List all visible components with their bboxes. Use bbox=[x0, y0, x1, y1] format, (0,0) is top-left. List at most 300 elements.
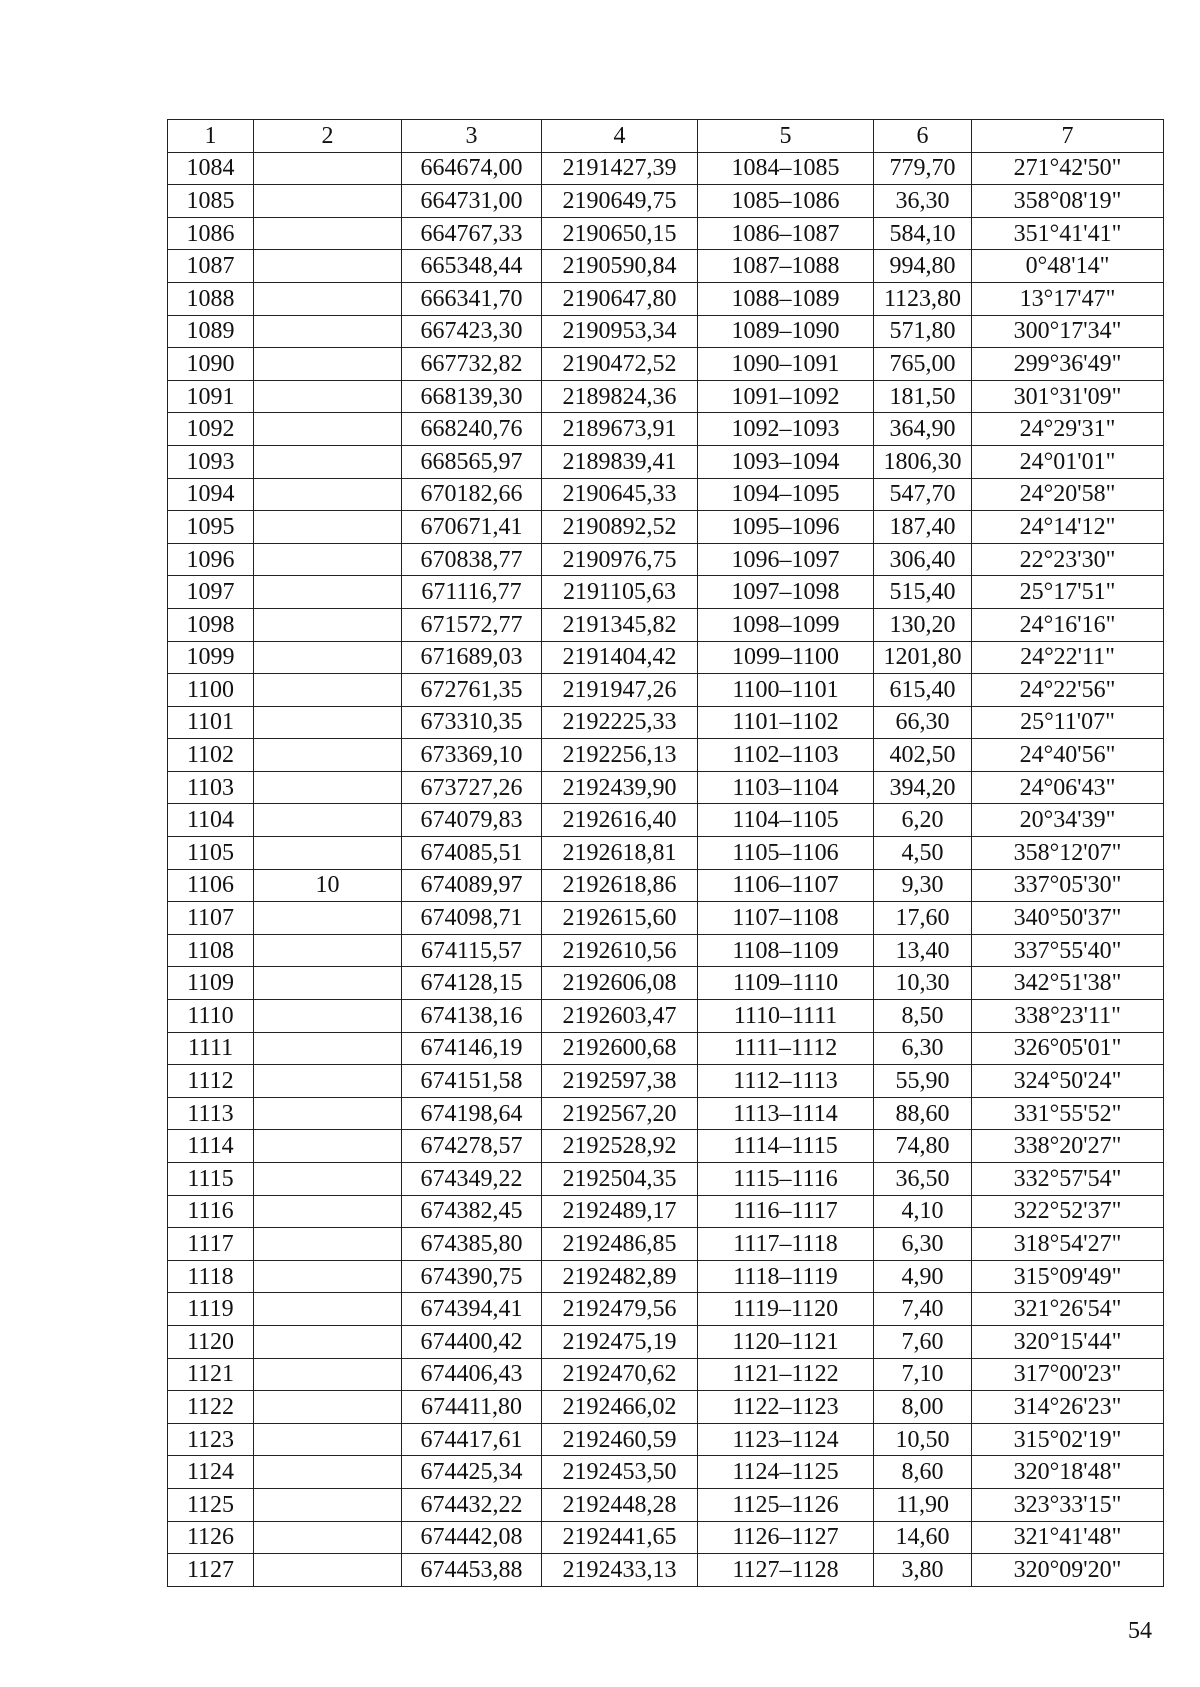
table-row bbox=[168, 250, 1164, 283]
column-header-5: 5 bbox=[698, 120, 874, 153]
cell-parcel-number bbox=[254, 348, 402, 381]
cell-distance: 584,10 bbox=[874, 217, 972, 250]
cell-direction-angle: 337°55'40" bbox=[972, 934, 1164, 967]
cell-distance: 8,00 bbox=[874, 1391, 972, 1424]
cell-segment: 1116–1117 bbox=[698, 1195, 874, 1228]
column-header-1: 1 bbox=[168, 120, 254, 153]
cell-segment: 1119–1120 bbox=[698, 1293, 874, 1326]
cell-point-number: 1116 bbox=[168, 1195, 254, 1228]
cell-distance: 8,60 bbox=[874, 1456, 972, 1489]
cell-y-coordinate: 2192439,90 bbox=[542, 771, 698, 804]
cell-x-coordinate: 674151,58 bbox=[402, 1065, 542, 1098]
cell-y-coordinate: 2192482,89 bbox=[542, 1260, 698, 1293]
cell-parcel-number bbox=[254, 413, 402, 446]
cell-direction-angle: 13°17'47" bbox=[972, 282, 1164, 315]
cell-x-coordinate: 674146,19 bbox=[402, 1032, 542, 1065]
cell-parcel-number bbox=[254, 1456, 402, 1489]
cell-x-coordinate: 667732,82 bbox=[402, 348, 542, 381]
cell-parcel-number bbox=[254, 315, 402, 348]
cell-distance: 13,40 bbox=[874, 934, 972, 967]
cell-y-coordinate: 2192441,65 bbox=[542, 1521, 698, 1554]
cell-x-coordinate: 674382,45 bbox=[402, 1195, 542, 1228]
cell-point-number: 1126 bbox=[168, 1521, 254, 1554]
cell-direction-angle: 317°00'23" bbox=[972, 1358, 1164, 1391]
cell-point-number: 1122 bbox=[168, 1391, 254, 1424]
cell-x-coordinate: 670182,66 bbox=[402, 478, 542, 511]
table-row bbox=[168, 1260, 1164, 1293]
cell-point-number: 1106 bbox=[168, 869, 254, 902]
column-header-7: 7 bbox=[972, 120, 1164, 153]
cell-segment: 1106–1107 bbox=[698, 869, 874, 902]
cell-direction-angle: 324°50'24" bbox=[972, 1065, 1164, 1098]
cell-parcel-number bbox=[254, 1163, 402, 1196]
cell-distance: 4,50 bbox=[874, 837, 972, 870]
cell-distance: 364,90 bbox=[874, 413, 972, 446]
cell-distance: 130,20 bbox=[874, 608, 972, 641]
cell-distance: 1123,80 bbox=[874, 282, 972, 315]
cell-point-number: 1084 bbox=[168, 152, 254, 185]
cell-y-coordinate: 2191105,63 bbox=[542, 576, 698, 609]
cell-distance: 11,90 bbox=[874, 1488, 972, 1521]
page-number: 54 bbox=[1128, 1618, 1152, 1644]
cell-y-coordinate: 2192603,47 bbox=[542, 1000, 698, 1033]
cell-parcel-number bbox=[254, 1032, 402, 1065]
cell-direction-angle: 25°11'07" bbox=[972, 706, 1164, 739]
cell-point-number: 1087 bbox=[168, 250, 254, 283]
column-header-6: 6 bbox=[874, 120, 972, 153]
cell-x-coordinate: 664674,00 bbox=[402, 152, 542, 185]
cell-segment: 1125–1126 bbox=[698, 1488, 874, 1521]
cell-x-coordinate: 674417,61 bbox=[402, 1423, 542, 1456]
cell-point-number: 1085 bbox=[168, 185, 254, 218]
table-row bbox=[168, 1000, 1164, 1033]
cell-y-coordinate: 2189824,36 bbox=[542, 380, 698, 413]
cell-point-number: 1089 bbox=[168, 315, 254, 348]
cell-distance: 4,90 bbox=[874, 1260, 972, 1293]
cell-distance: 306,40 bbox=[874, 543, 972, 576]
table-row bbox=[168, 967, 1164, 1000]
cell-direction-angle: 314°26'23" bbox=[972, 1391, 1164, 1424]
cell-x-coordinate: 674128,15 bbox=[402, 967, 542, 1000]
cell-direction-angle: 358°08'19" bbox=[972, 185, 1164, 218]
cell-point-number: 1124 bbox=[168, 1456, 254, 1489]
cell-segment: 1102–1103 bbox=[698, 739, 874, 772]
cell-direction-angle: 299°36'49" bbox=[972, 348, 1164, 381]
cell-direction-angle: 338°20'27" bbox=[972, 1130, 1164, 1163]
cell-direction-angle: 318°54'27" bbox=[972, 1228, 1164, 1261]
cell-x-coordinate: 674394,41 bbox=[402, 1293, 542, 1326]
cell-direction-angle: 24°29'31" bbox=[972, 413, 1164, 446]
cell-direction-angle: 321°26'54" bbox=[972, 1293, 1164, 1326]
cell-x-coordinate: 674098,71 bbox=[402, 902, 542, 935]
cell-segment: 1122–1123 bbox=[698, 1391, 874, 1424]
cell-y-coordinate: 2192618,86 bbox=[542, 869, 698, 902]
table-header-row bbox=[168, 120, 1164, 153]
cell-y-coordinate: 2192466,02 bbox=[542, 1391, 698, 1424]
table-row bbox=[168, 282, 1164, 315]
cell-direction-angle: 24°20'58" bbox=[972, 478, 1164, 511]
table-row bbox=[168, 1554, 1164, 1587]
cell-y-coordinate: 2190892,52 bbox=[542, 511, 698, 544]
cell-x-coordinate: 668139,30 bbox=[402, 380, 542, 413]
cell-parcel-number bbox=[254, 608, 402, 641]
cell-direction-angle: 351°41'41" bbox=[972, 217, 1164, 250]
cell-x-coordinate: 673369,10 bbox=[402, 739, 542, 772]
cell-segment: 1099–1100 bbox=[698, 641, 874, 674]
cell-y-coordinate: 2192597,38 bbox=[542, 1065, 698, 1098]
cell-distance: 3,80 bbox=[874, 1554, 972, 1587]
cell-distance: 14,60 bbox=[874, 1521, 972, 1554]
cell-y-coordinate: 2189839,41 bbox=[542, 445, 698, 478]
cell-y-coordinate: 2190647,80 bbox=[542, 282, 698, 315]
column-header-2: 2 bbox=[254, 120, 402, 153]
cell-segment: 1088–1089 bbox=[698, 282, 874, 315]
cell-segment: 1113–1114 bbox=[698, 1097, 874, 1130]
cell-x-coordinate: 667423,30 bbox=[402, 315, 542, 348]
cell-direction-angle: 315°09'49" bbox=[972, 1260, 1164, 1293]
cell-parcel-number bbox=[254, 380, 402, 413]
cell-segment: 1084–1085 bbox=[698, 152, 874, 185]
cell-parcel-number bbox=[254, 771, 402, 804]
cell-segment: 1104–1105 bbox=[698, 804, 874, 837]
cell-point-number: 1119 bbox=[168, 1293, 254, 1326]
cell-segment: 1107–1108 bbox=[698, 902, 874, 935]
table-row bbox=[168, 1065, 1164, 1098]
cell-direction-angle: 24°40'56" bbox=[972, 739, 1164, 772]
table-row bbox=[168, 1032, 1164, 1065]
cell-direction-angle: 320°18'48" bbox=[972, 1456, 1164, 1489]
cell-point-number: 1114 bbox=[168, 1130, 254, 1163]
cell-y-coordinate: 2190976,75 bbox=[542, 543, 698, 576]
cell-y-coordinate: 2189673,91 bbox=[542, 413, 698, 446]
cell-parcel-number bbox=[254, 185, 402, 218]
cell-y-coordinate: 2192433,13 bbox=[542, 1554, 698, 1587]
cell-point-number: 1091 bbox=[168, 380, 254, 413]
table-row bbox=[168, 902, 1164, 935]
cell-direction-angle: 24°06'43" bbox=[972, 771, 1164, 804]
cell-y-coordinate: 2191345,82 bbox=[542, 608, 698, 641]
cell-y-coordinate: 2191947,26 bbox=[542, 674, 698, 707]
cell-x-coordinate: 668240,76 bbox=[402, 413, 542, 446]
cell-point-number: 1086 bbox=[168, 217, 254, 250]
cell-segment: 1121–1122 bbox=[698, 1358, 874, 1391]
cell-parcel-number bbox=[254, 1065, 402, 1098]
cell-point-number: 1110 bbox=[168, 1000, 254, 1033]
cell-direction-angle: 24°14'12" bbox=[972, 511, 1164, 544]
cell-point-number: 1096 bbox=[168, 543, 254, 576]
cell-segment: 1101–1102 bbox=[698, 706, 874, 739]
cell-point-number: 1102 bbox=[168, 739, 254, 772]
table-row bbox=[168, 413, 1164, 446]
cell-direction-angle: 24°01'01" bbox=[972, 445, 1164, 478]
cell-distance: 779,70 bbox=[874, 152, 972, 185]
cell-distance: 615,40 bbox=[874, 674, 972, 707]
table-body bbox=[168, 152, 1164, 1586]
cell-parcel-number bbox=[254, 837, 402, 870]
cell-distance: 6,30 bbox=[874, 1228, 972, 1261]
cell-distance: 6,30 bbox=[874, 1032, 972, 1065]
cell-parcel-number bbox=[254, 1130, 402, 1163]
cell-parcel-number bbox=[254, 804, 402, 837]
cell-point-number: 1090 bbox=[168, 348, 254, 381]
table-row bbox=[168, 1423, 1164, 1456]
table-row bbox=[168, 1163, 1164, 1196]
cell-y-coordinate: 2192504,35 bbox=[542, 1163, 698, 1196]
cell-distance: 55,90 bbox=[874, 1065, 972, 1098]
cell-direction-angle: 321°41'48" bbox=[972, 1521, 1164, 1554]
cell-x-coordinate: 674442,08 bbox=[402, 1521, 542, 1554]
cell-y-coordinate: 2192225,33 bbox=[542, 706, 698, 739]
cell-y-coordinate: 2190650,15 bbox=[542, 217, 698, 250]
cell-point-number: 1099 bbox=[168, 641, 254, 674]
table-row bbox=[168, 674, 1164, 707]
cell-x-coordinate: 674198,64 bbox=[402, 1097, 542, 1130]
cell-direction-angle: 25°17'51" bbox=[972, 576, 1164, 609]
cell-parcel-number bbox=[254, 674, 402, 707]
cell-distance: 36,50 bbox=[874, 1163, 972, 1196]
table-row bbox=[168, 1228, 1164, 1261]
cell-direction-angle: 326°05'01" bbox=[972, 1032, 1164, 1065]
cell-x-coordinate: 674385,80 bbox=[402, 1228, 542, 1261]
cell-parcel-number bbox=[254, 478, 402, 511]
cell-segment: 1127–1128 bbox=[698, 1554, 874, 1587]
cell-direction-angle: 337°05'30" bbox=[972, 869, 1164, 902]
cell-x-coordinate: 673310,35 bbox=[402, 706, 542, 739]
cell-segment: 1126–1127 bbox=[698, 1521, 874, 1554]
cell-direction-angle: 24°22'56" bbox=[972, 674, 1164, 707]
cell-point-number: 1112 bbox=[168, 1065, 254, 1098]
cell-distance: 17,60 bbox=[874, 902, 972, 935]
cell-y-coordinate: 2192616,40 bbox=[542, 804, 698, 837]
cell-direction-angle: 320°09'20" bbox=[972, 1554, 1164, 1587]
cell-x-coordinate: 664767,33 bbox=[402, 217, 542, 250]
table-row bbox=[168, 934, 1164, 967]
table-row bbox=[168, 348, 1164, 381]
cell-segment: 1123–1124 bbox=[698, 1423, 874, 1456]
cell-segment: 1090–1091 bbox=[698, 348, 874, 381]
cell-point-number: 1104 bbox=[168, 804, 254, 837]
table-row bbox=[168, 1358, 1164, 1391]
cell-y-coordinate: 2192486,85 bbox=[542, 1228, 698, 1261]
cell-distance: 515,40 bbox=[874, 576, 972, 609]
cell-distance: 9,30 bbox=[874, 869, 972, 902]
table-row bbox=[168, 511, 1164, 544]
cell-y-coordinate: 2192567,20 bbox=[542, 1097, 698, 1130]
cell-segment: 1094–1095 bbox=[698, 478, 874, 511]
cell-parcel-number bbox=[254, 282, 402, 315]
cell-x-coordinate: 670671,41 bbox=[402, 511, 542, 544]
cell-y-coordinate: 2192528,92 bbox=[542, 1130, 698, 1163]
cell-parcel-number bbox=[254, 152, 402, 185]
cell-parcel-number bbox=[254, 543, 402, 576]
table-row bbox=[168, 771, 1164, 804]
table-row bbox=[168, 1097, 1164, 1130]
cell-parcel-number bbox=[254, 967, 402, 1000]
table-row bbox=[168, 380, 1164, 413]
cell-x-coordinate: 674400,42 bbox=[402, 1325, 542, 1358]
cell-parcel-number bbox=[254, 739, 402, 772]
cell-direction-angle: 24°16'16" bbox=[972, 608, 1164, 641]
cell-direction-angle: 315°02'19" bbox=[972, 1423, 1164, 1456]
cell-segment: 1105–1106 bbox=[698, 837, 874, 870]
table-row bbox=[168, 1293, 1164, 1326]
cell-segment: 1092–1093 bbox=[698, 413, 874, 446]
cell-direction-angle: 320°15'44" bbox=[972, 1325, 1164, 1358]
cell-point-number: 1092 bbox=[168, 413, 254, 446]
cell-x-coordinate: 674138,16 bbox=[402, 1000, 542, 1033]
table-row bbox=[168, 869, 1164, 902]
cell-segment: 1093–1094 bbox=[698, 445, 874, 478]
cell-y-coordinate: 2192618,81 bbox=[542, 837, 698, 870]
cell-y-coordinate: 2190590,84 bbox=[542, 250, 698, 283]
table-row bbox=[168, 1521, 1164, 1554]
table-row bbox=[168, 152, 1164, 185]
cell-y-coordinate: 2192475,19 bbox=[542, 1325, 698, 1358]
cell-segment: 1086–1087 bbox=[698, 217, 874, 250]
cell-segment: 1111–1112 bbox=[698, 1032, 874, 1065]
cell-point-number: 1125 bbox=[168, 1488, 254, 1521]
cell-distance: 1806,30 bbox=[874, 445, 972, 478]
cell-x-coordinate: 674085,51 bbox=[402, 837, 542, 870]
cell-direction-angle: 358°12'07" bbox=[972, 837, 1164, 870]
table-row bbox=[168, 445, 1164, 478]
table-row bbox=[168, 1488, 1164, 1521]
cell-point-number: 1097 bbox=[168, 576, 254, 609]
cell-parcel-number bbox=[254, 511, 402, 544]
cell-segment: 1085–1086 bbox=[698, 185, 874, 218]
cell-y-coordinate: 2192479,56 bbox=[542, 1293, 698, 1326]
cell-y-coordinate: 2192489,17 bbox=[542, 1195, 698, 1228]
table-row bbox=[168, 837, 1164, 870]
cell-parcel-number bbox=[254, 1423, 402, 1456]
cell-direction-angle: 301°31'09" bbox=[972, 380, 1164, 413]
cell-parcel-number bbox=[254, 902, 402, 935]
table-row bbox=[168, 185, 1164, 218]
cell-point-number: 1107 bbox=[168, 902, 254, 935]
cell-parcel-number: 10 bbox=[254, 869, 402, 902]
cell-point-number: 1103 bbox=[168, 771, 254, 804]
cell-distance: 74,80 bbox=[874, 1130, 972, 1163]
cell-y-coordinate: 2192606,08 bbox=[542, 967, 698, 1000]
cell-distance: 394,20 bbox=[874, 771, 972, 804]
cell-distance: 7,60 bbox=[874, 1325, 972, 1358]
cell-x-coordinate: 670838,77 bbox=[402, 543, 542, 576]
cell-x-coordinate: 672761,35 bbox=[402, 674, 542, 707]
cell-segment: 1100–1101 bbox=[698, 674, 874, 707]
cell-distance: 402,50 bbox=[874, 739, 972, 772]
cell-segment: 1109–1110 bbox=[698, 967, 874, 1000]
cell-x-coordinate: 674278,57 bbox=[402, 1130, 542, 1163]
cell-segment: 1089–1090 bbox=[698, 315, 874, 348]
cell-x-coordinate: 674115,57 bbox=[402, 934, 542, 967]
cell-parcel-number bbox=[254, 934, 402, 967]
table-row bbox=[168, 1456, 1164, 1489]
cell-distance: 88,60 bbox=[874, 1097, 972, 1130]
cell-point-number: 1101 bbox=[168, 706, 254, 739]
cell-point-number: 1127 bbox=[168, 1554, 254, 1587]
table-row bbox=[168, 641, 1164, 674]
cell-y-coordinate: 2192448,28 bbox=[542, 1488, 698, 1521]
cell-direction-angle: 20°34'39" bbox=[972, 804, 1164, 837]
cell-y-coordinate: 2192470,62 bbox=[542, 1358, 698, 1391]
cell-parcel-number bbox=[254, 217, 402, 250]
cell-parcel-number bbox=[254, 250, 402, 283]
cell-distance: 6,20 bbox=[874, 804, 972, 837]
table-row bbox=[168, 315, 1164, 348]
cell-distance: 571,80 bbox=[874, 315, 972, 348]
cell-distance: 1201,80 bbox=[874, 641, 972, 674]
cell-point-number: 1118 bbox=[168, 1260, 254, 1293]
cell-point-number: 1100 bbox=[168, 674, 254, 707]
table-row bbox=[168, 1391, 1164, 1424]
cell-segment: 1095–1096 bbox=[698, 511, 874, 544]
table-row bbox=[168, 804, 1164, 837]
table-row bbox=[168, 217, 1164, 250]
cell-point-number: 1117 bbox=[168, 1228, 254, 1261]
cell-segment: 1115–1116 bbox=[698, 1163, 874, 1196]
cell-point-number: 1109 bbox=[168, 967, 254, 1000]
cell-y-coordinate: 2192600,68 bbox=[542, 1032, 698, 1065]
cell-distance: 547,70 bbox=[874, 478, 972, 511]
cell-distance: 187,40 bbox=[874, 511, 972, 544]
cell-distance: 36,30 bbox=[874, 185, 972, 218]
cell-segment: 1117–1118 bbox=[698, 1228, 874, 1261]
cell-direction-angle: 338°23'11" bbox=[972, 1000, 1164, 1033]
table-row bbox=[168, 478, 1164, 511]
cell-parcel-number bbox=[254, 1260, 402, 1293]
cell-x-coordinate: 665348,44 bbox=[402, 250, 542, 283]
table-row bbox=[168, 1325, 1164, 1358]
cell-point-number: 1088 bbox=[168, 282, 254, 315]
cell-x-coordinate: 671689,03 bbox=[402, 641, 542, 674]
cell-y-coordinate: 2191427,39 bbox=[542, 152, 698, 185]
cell-x-coordinate: 674390,75 bbox=[402, 1260, 542, 1293]
cell-parcel-number bbox=[254, 1000, 402, 1033]
cell-distance: 994,80 bbox=[874, 250, 972, 283]
column-header-4: 4 bbox=[542, 120, 698, 153]
cell-x-coordinate: 674349,22 bbox=[402, 1163, 542, 1196]
table-row bbox=[168, 1195, 1164, 1228]
cell-x-coordinate: 674089,97 bbox=[402, 869, 542, 902]
cell-segment: 1097–1098 bbox=[698, 576, 874, 609]
cell-segment: 1114–1115 bbox=[698, 1130, 874, 1163]
table-row bbox=[168, 739, 1164, 772]
cell-segment: 1108–1109 bbox=[698, 934, 874, 967]
cell-y-coordinate: 2190645,33 bbox=[542, 478, 698, 511]
cell-y-coordinate: 2192453,50 bbox=[542, 1456, 698, 1489]
cell-direction-angle: 22°23'30" bbox=[972, 543, 1164, 576]
table-row bbox=[168, 576, 1164, 609]
cell-point-number: 1123 bbox=[168, 1423, 254, 1456]
cell-direction-angle: 271°42'50" bbox=[972, 152, 1164, 185]
cell-x-coordinate: 674406,43 bbox=[402, 1358, 542, 1391]
cell-point-number: 1121 bbox=[168, 1358, 254, 1391]
cell-y-coordinate: 2190953,34 bbox=[542, 315, 698, 348]
cell-distance: 7,10 bbox=[874, 1358, 972, 1391]
cell-parcel-number bbox=[254, 1554, 402, 1587]
table-row bbox=[168, 1130, 1164, 1163]
cell-y-coordinate: 2192615,60 bbox=[542, 902, 698, 935]
cell-parcel-number bbox=[254, 1325, 402, 1358]
cell-parcel-number bbox=[254, 1293, 402, 1326]
cell-parcel-number bbox=[254, 706, 402, 739]
cell-point-number: 1115 bbox=[168, 1163, 254, 1196]
cell-x-coordinate: 671572,77 bbox=[402, 608, 542, 641]
cell-parcel-number bbox=[254, 1521, 402, 1554]
cell-point-number: 1120 bbox=[168, 1325, 254, 1358]
cell-point-number: 1094 bbox=[168, 478, 254, 511]
cell-distance: 8,50 bbox=[874, 1000, 972, 1033]
